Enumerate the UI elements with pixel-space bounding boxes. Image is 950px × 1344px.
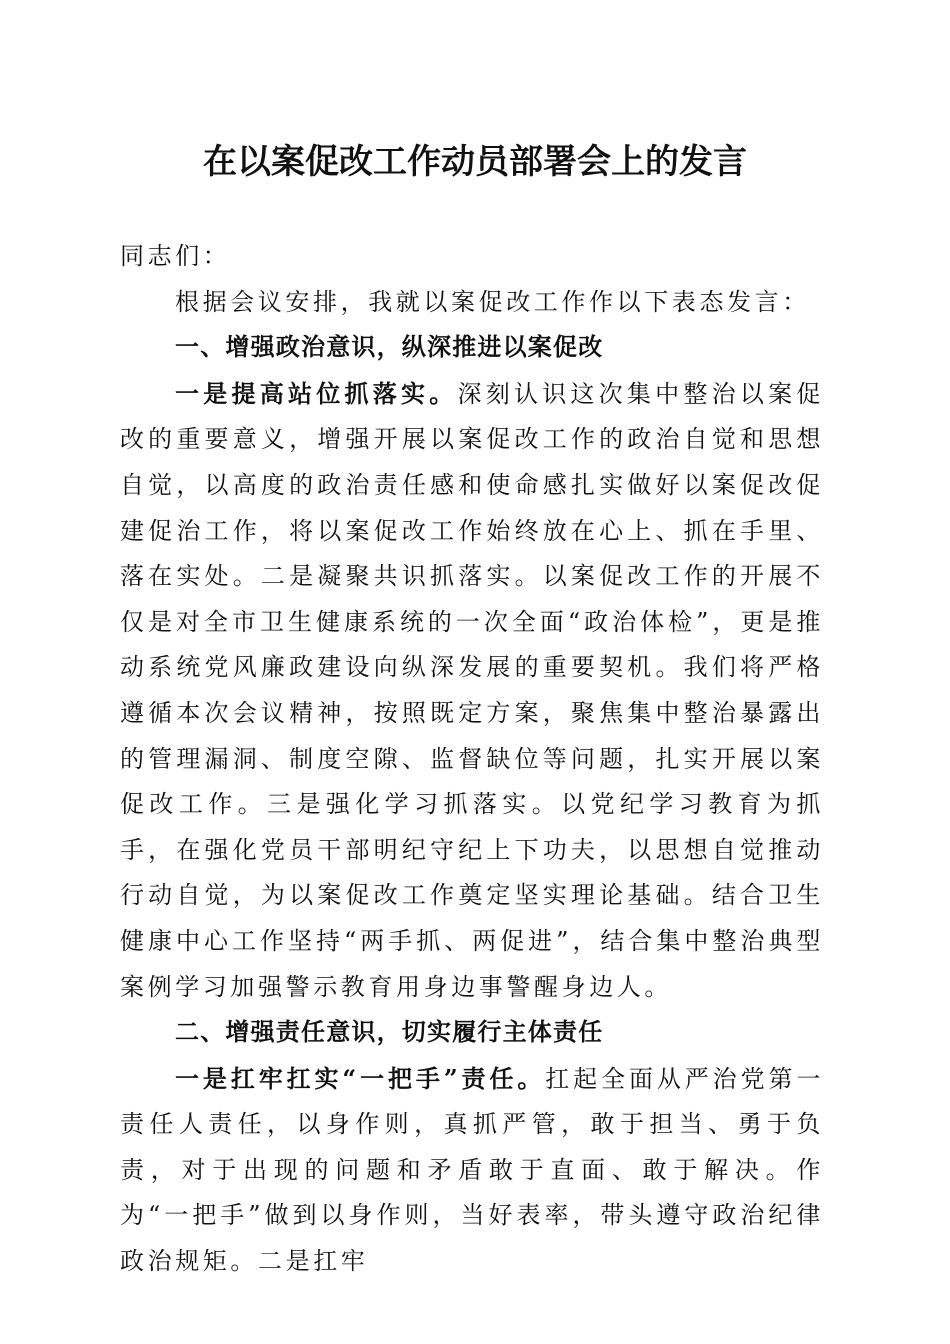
document-title: 在以案促改工作动员部署会上的发言 xyxy=(203,142,747,182)
intro-paragraph: 根据会议安排，我就以案促改工作作以下表态发言： xyxy=(175,287,810,316)
section-1-text: 深刻认识这次集中整治以案促改的重要意义，增强开展以案促改工作的政治自觉和思想自觉，以高度的政治责任感和使命感扎实做好以案促改促建促治工作，将以案促改工作始终放在心上、抓在手里、落在实处。二是凝聚共识抓落实。以案促改工作的开展不仅是对全市卫生健康系统的一次全面“政治体检”，更是推动系统党风廉政建设向纵深发展的重要契机。我们将严格遵循本次会议精神，按照既定方案，聚焦集中整治暴露出的管理漏洞、制度空隙、监督缺位等问题，扎实开展以案促改工作。三是强化学习抓落实。以党纪学习教育为抓手，在强化党员干部明纪守纪上下功夫，以思想自觉推动行动自觉，为以案促改工作奠定坚实理论基础。结合卫生健康中心工作坚持“两手抓、两促进”，结合集中整治典型案例学习加强警示教育用身边事警醒身边人。 xyxy=(120,379,824,1001)
section-heading-1: 一、增强政治意识，纵深推进以案促改 xyxy=(175,333,604,362)
section-1-lead: 一是提高站位抓落实。 xyxy=(175,378,458,408)
section-heading-2: 二、增强责任意识，切实履行主体责任 xyxy=(175,1018,604,1047)
document-body xyxy=(120,234,824,1285)
section-2-text: 扛起全面从严治党第一责任人责任，以身作则，真抓严管，敢于担当、勇于负责，对于出现的问题和矛盾敢于直面、敢于解决。作为“一把手”做到以身作则，当好表率，带头遵守政治纪律政治规矩。二是扛牢 xyxy=(120,1064,824,1276)
section-1-paragraph xyxy=(120,371,824,1010)
section-2-paragraph xyxy=(120,1056,824,1285)
section-2-lead: 一是扛牢扛实“一把手”责任。 xyxy=(175,1063,546,1093)
salutation: 同志们： xyxy=(120,242,231,270)
